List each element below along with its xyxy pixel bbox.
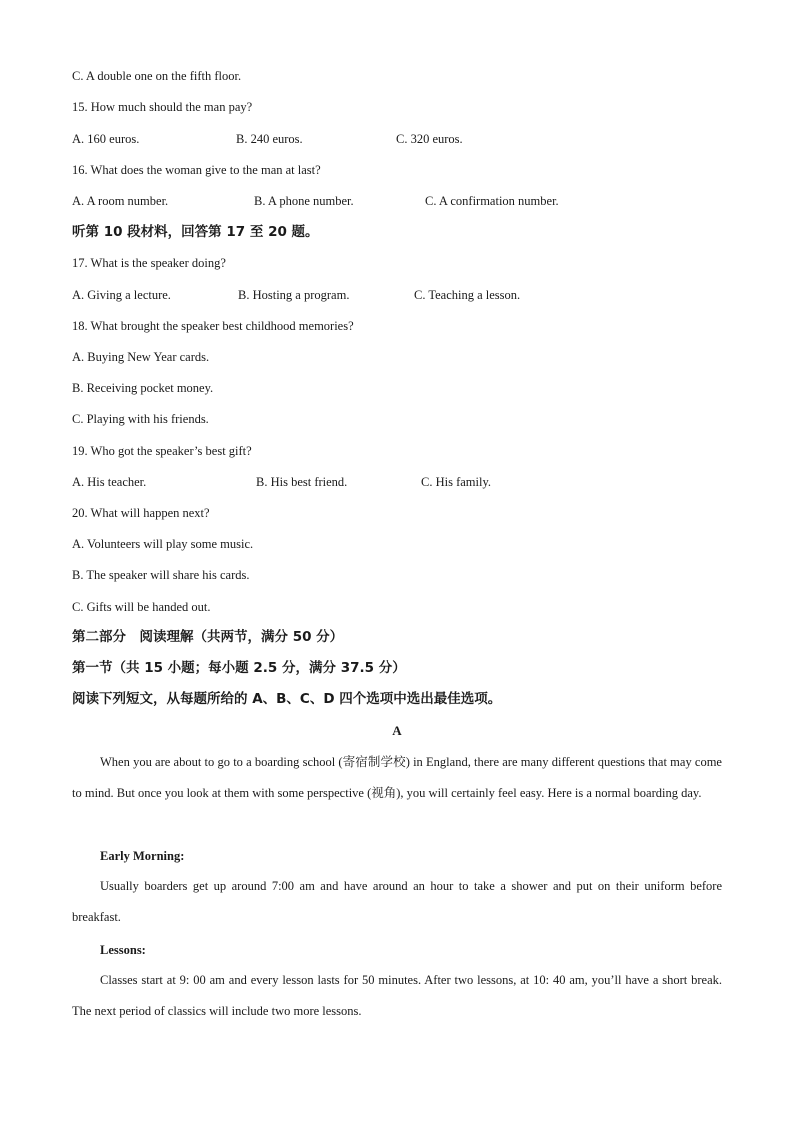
subheading-lessons: Lessons: <box>100 943 146 957</box>
passage-paragraph-1: When you are about to go to a boarding school (寄宿制学校) in England, there are many different questions that may come to mind. But once you look at them with some perspective (视角), you will certainly feel easy. Here is a normal boarding day. <box>72 755 722 800</box>
section-10-heading: 听第 10 段材料，回答第 17 至 20 题。 <box>72 224 319 240</box>
q17-option-a: A. Giving a lecture. <box>72 288 171 302</box>
q17-question: 17. What is the speaker doing? <box>72 256 226 270</box>
q19-question: 19. Who got the speaker’s best gift? <box>72 444 252 458</box>
part2-title: 第二部分 阅读理解（共两节，满分 50 分） <box>72 629 344 645</box>
passage-paragraph-2: Usually boarders get up around 7:00 am and have around an hour to take a shower and put on their uniform before breakfast. <box>72 879 722 924</box>
q17-option-b: B. Hosting a program. <box>238 288 350 302</box>
q14-option-c: C. A double one on the fifth floor. <box>72 69 242 83</box>
q16-option-a: A. A room number. <box>72 194 169 208</box>
q16-options <box>72 193 722 209</box>
q15-option-a: A. 160 euros. <box>72 132 140 146</box>
subheading-early-morning: Early Morning: <box>100 849 185 863</box>
q18-option-c: C. Playing with his friends. <box>72 412 209 426</box>
q18-option-b: B. Receiving pocket money. <box>72 381 214 395</box>
q20-option-a: A. Volunteers will play some music. <box>72 537 254 551</box>
q19-options <box>72 474 722 490</box>
q17-option-c: C. Teaching a lesson. <box>414 288 521 302</box>
q15-option-b: B. 240 euros. <box>236 132 303 146</box>
q18-option-a: A. Buying New Year cards. <box>72 350 210 364</box>
q19-option-c: C. His family. <box>421 475 492 489</box>
q18-question: 18. What brought the speaker best childhood memories? <box>72 319 354 333</box>
q15-question: 15. How much should the man pay? <box>72 100 253 114</box>
q16-option-b: B. A phone number. <box>254 194 354 208</box>
part2-instruction: 阅读下列短文，从每题所给的 A、B、C、D 四个选项中选出最佳选项。 <box>72 691 502 707</box>
q15-option-c: C. 320 euros. <box>396 132 463 146</box>
q16-question: 16. What does the woman give to the man at last? <box>72 163 321 177</box>
passage-paragraph-3: Classes start at 9: 00 am and every lesson lasts for 50 minutes. After two lessons, at 10: 40 am, you’ll have a short break. The next period of classics will include two more lessons. <box>72 973 722 1018</box>
q20-option-b: B. The speaker will share his cards. <box>72 568 250 582</box>
passage-label: A <box>392 723 402 738</box>
q19-option-b: B. His best friend. <box>256 475 348 489</box>
part2-section1-title: 第一节（共 15 小题；每小题 2.5 分，满分 37.5 分） <box>72 660 406 676</box>
q16-option-c: C. A confirmation number. <box>425 194 559 208</box>
q20-option-c: C. Gifts will be handed out. <box>72 600 211 614</box>
q19-option-a: A. His teacher. <box>72 475 147 489</box>
q20-question: 20. What will happen next? <box>72 506 210 520</box>
q15-options <box>72 131 722 147</box>
q17-options <box>72 287 722 303</box>
